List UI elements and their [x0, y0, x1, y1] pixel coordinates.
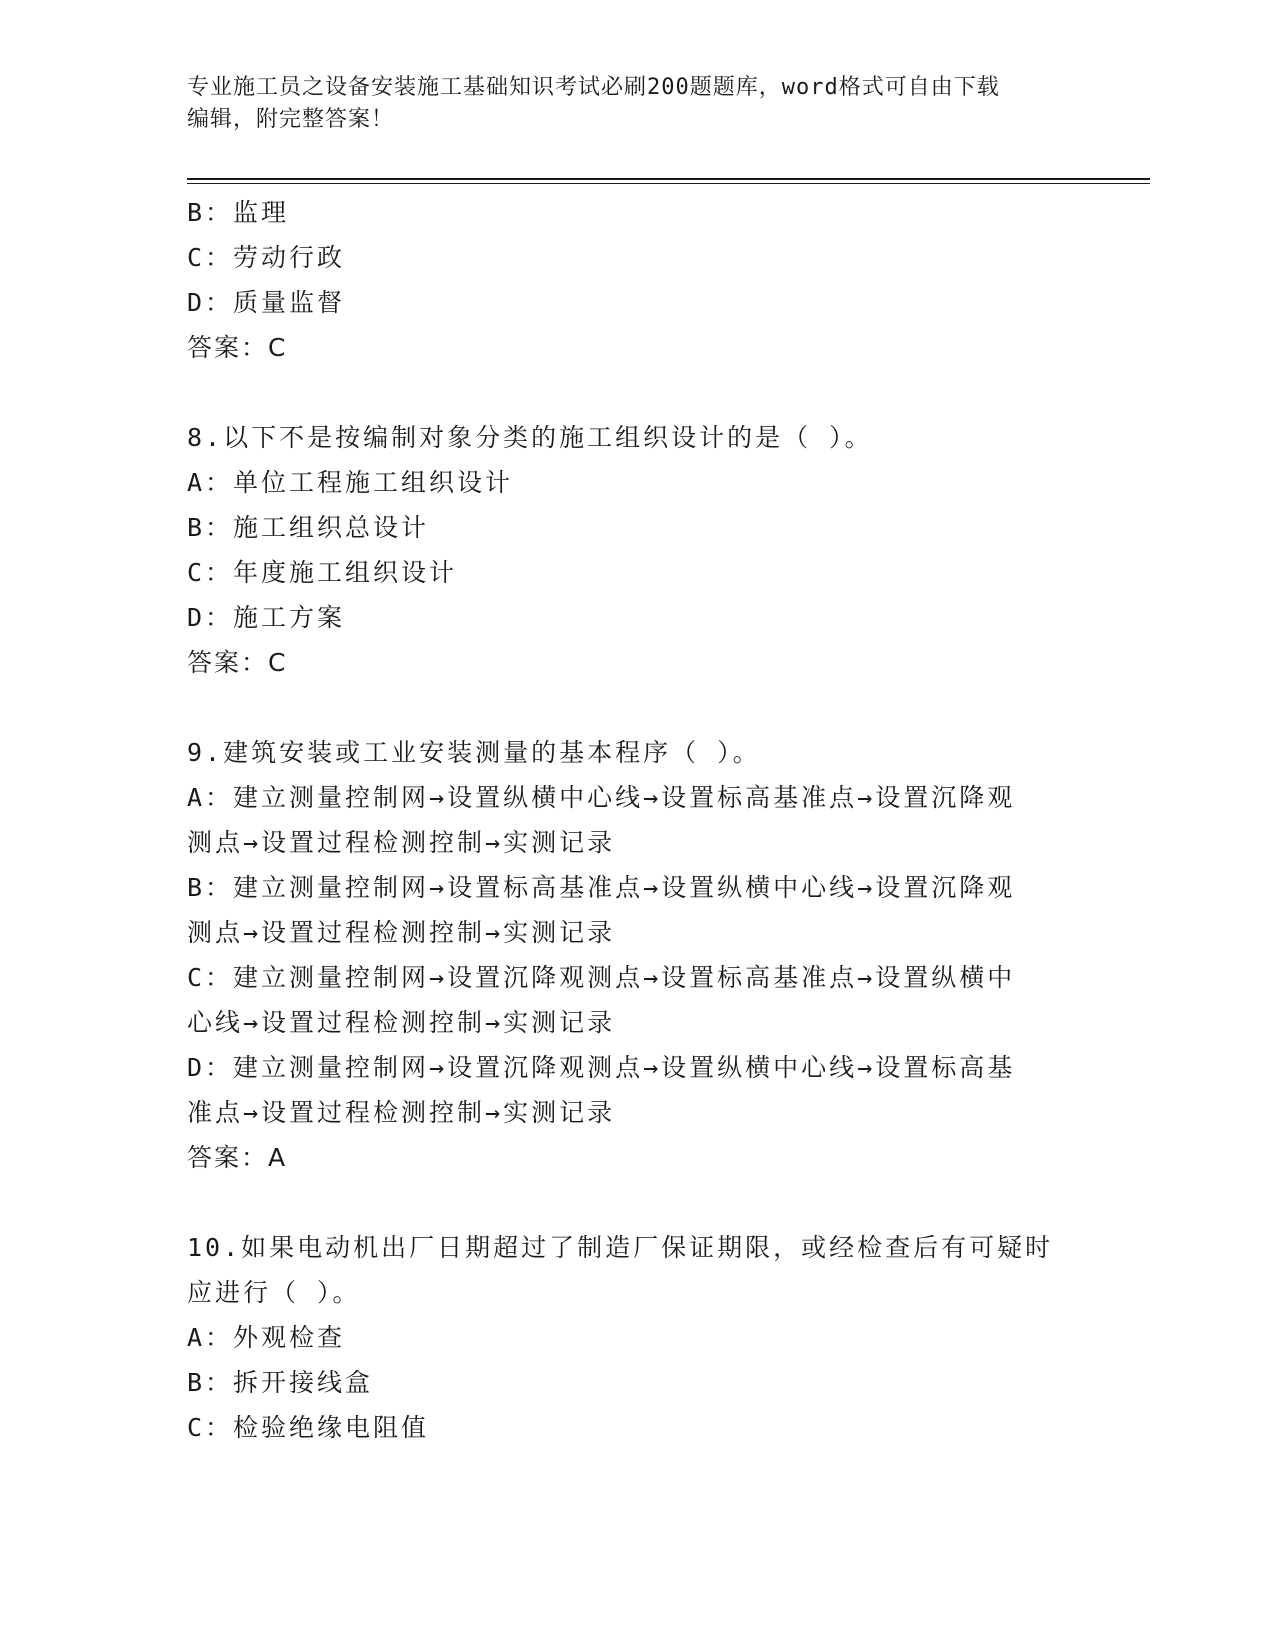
header-line-1: 专业施工员之设备安装施工基础知识考试必刷200题题库，word格式可自由下载 — [187, 75, 1000, 100]
option-a: A：外观检查 — [187, 1323, 346, 1352]
header-line-2: 编辑，附完整答案！ — [187, 107, 395, 132]
option-b-line-2: 测点→设置过程检测控制→实测记录 — [187, 918, 616, 947]
question-stem-line-1: 10.如果电动机出厂日期超过了制造厂保证期限，或经检查后有可疑时 — [187, 1233, 1054, 1262]
option-c: C：劳动行政 — [187, 243, 346, 272]
question-stem-line-2: 应进行（ ）。 — [187, 1278, 361, 1307]
option-c-line-1: C：建立测量控制网→设置沉降观测点→设置标高基准点→设置纵横中 — [187, 963, 1016, 992]
option-c: C：年度施工组织设计 — [187, 558, 458, 587]
option-a-line-2: 测点→设置过程检测控制→实测记录 — [187, 828, 616, 857]
option-a-line-1: A：建立测量控制网→设置纵横中心线→设置标高基准点→设置沉降观 — [187, 783, 1016, 812]
option-d-line-1: D：建立测量控制网→设置沉降观测点→设置纵横中心线→设置标高基 — [187, 1053, 1016, 1082]
answer-line: 答案：C — [187, 333, 288, 362]
answer-line: 答案：A — [187, 1143, 288, 1172]
spacer — [187, 685, 1087, 730]
question-stem: 9.建筑安装或工业安装测量的基本程序（ ）。 — [187, 738, 761, 767]
question-7-tail — [187, 190, 1087, 370]
question-9 — [187, 730, 1087, 1180]
option-b: B：施工组织总设计 — [187, 513, 430, 542]
spacer — [187, 370, 1087, 415]
option-b: B：拆开接线盒 — [187, 1368, 374, 1397]
option-b-line-1: B：建立测量控制网→设置标高基准点→设置纵横中心线→设置沉降观 — [187, 873, 1016, 902]
spacer — [187, 1180, 1087, 1225]
option-c-line-2: 心线→设置过程检测控制→实测记录 — [187, 1008, 616, 1037]
question-10 — [187, 1225, 1087, 1450]
question-stem: 8.以下不是按编制对象分类的施工组织设计的是（ ）。 — [187, 423, 873, 452]
option-b: B：监理 — [187, 198, 290, 227]
option-d: D：施工方案 — [187, 603, 346, 632]
option-d-line-2: 准点→设置过程检测控制→实测记录 — [187, 1098, 616, 1127]
question-list — [187, 190, 1087, 1450]
document-header — [187, 72, 1067, 136]
answer-line: 答案：C — [187, 648, 288, 677]
option-d: D：质量监督 — [187, 288, 346, 317]
option-a: A：单位工程施工组织设计 — [187, 468, 514, 497]
option-c: C：检验绝缘电阻值 — [187, 1413, 430, 1442]
question-8 — [187, 415, 1087, 685]
header-divider-thick — [187, 178, 1150, 180]
header-divider-thin — [187, 183, 1150, 184]
